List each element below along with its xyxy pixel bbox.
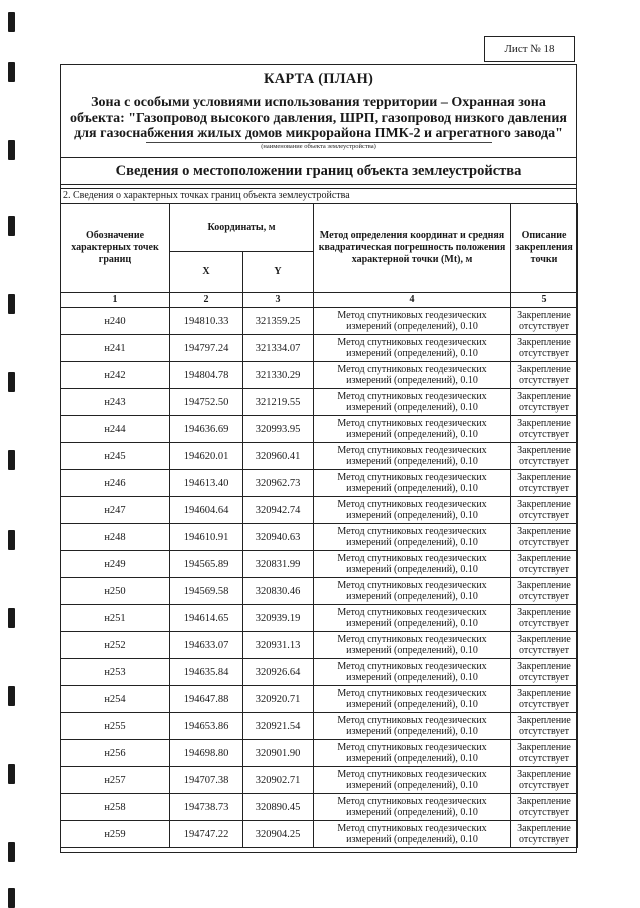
point-cell: н249 [61,551,170,578]
binding-mark [8,372,15,392]
method-cell: Метод спутниковых геодезических измерений (определений), 0.10 [314,740,511,767]
x-cell: 194614.65 [170,605,243,632]
binding-mark [8,294,15,314]
table-row [61,659,578,686]
header-designation: Обозначение характерных точек границ [61,204,170,293]
x-cell: 194635.84 [170,659,243,686]
table-row [61,308,578,335]
table-row [61,767,578,794]
y-cell: 320931.13 [243,632,314,659]
y-cell: 320830.46 [243,578,314,605]
method-cell: Метод спутниковых геодезических измерений (определений), 0.10 [314,443,511,470]
x-cell: 194747.22 [170,821,243,848]
binding-mark [8,686,15,706]
point-cell: н243 [61,389,170,416]
boundary-points-table [60,203,578,848]
fix-cell: Закрепление отсутствует [511,524,578,551]
table-body [61,308,578,848]
binding-mark [8,216,15,236]
y-cell: 320902.71 [243,767,314,794]
y-cell: 320904.25 [243,821,314,848]
y-cell: 320962.73 [243,470,314,497]
method-cell: Метод спутниковых геодезических измерений (определений), 0.10 [314,632,511,659]
binding-mark [8,62,15,82]
y-cell: 320993.95 [243,416,314,443]
point-cell: н257 [61,767,170,794]
fix-cell: Закрепление отсутствует [511,470,578,497]
y-cell: 320942.74 [243,497,314,524]
method-cell: Метод спутниковых геодезических измерений (определений), 0.10 [314,713,511,740]
x-cell: 194647.88 [170,686,243,713]
y-cell: 320940.63 [243,524,314,551]
header-x: X [170,252,243,293]
table-row [61,794,578,821]
method-cell: Метод спутниковых геодезических измерений (определений), 0.10 [314,659,511,686]
fix-cell: Закрепление отсутствует [511,308,578,335]
table-row [61,389,578,416]
binding-mark [8,12,15,32]
point-cell: н246 [61,470,170,497]
column-number: 3 [243,293,314,308]
table-row [61,335,578,362]
map-title: КАРТА (ПЛАН) [264,71,373,87]
fix-cell: Закрепление отсутствует [511,389,578,416]
point-cell: н248 [61,524,170,551]
y-cell: 321334.07 [243,335,314,362]
sheet-number: Лист № 18 [484,36,575,62]
title-block [60,64,577,157]
x-cell: 194752.50 [170,389,243,416]
point-cell: н250 [61,578,170,605]
binding-mark [8,888,15,908]
y-cell: 320960.41 [243,443,314,470]
x-cell: 194613.40 [170,470,243,497]
table-row [61,740,578,767]
fix-cell: Закрепление отсутствует [511,740,578,767]
object-name-caption: (наименование объекта землеустройства) [261,143,376,150]
method-cell: Метод спутниковых геодезических измерений (определений), 0.10 [314,524,511,551]
x-cell: 194810.33 [170,308,243,335]
point-cell: н247 [61,497,170,524]
binding-mark [8,530,15,550]
table-row [61,821,578,848]
table-row [61,578,578,605]
x-cell: 194636.69 [170,416,243,443]
fix-cell: Закрепление отсутствует [511,821,578,848]
column-numbers-row [61,293,578,308]
y-cell: 320901.90 [243,740,314,767]
method-cell: Метод спутниковых геодезических измерений (определений), 0.10 [314,308,511,335]
point-cell: н251 [61,605,170,632]
fix-cell: Закрепление отсутствует [511,362,578,389]
fix-cell: Закрепление отсутствует [511,794,578,821]
header-description: Описание закрепления точки [511,204,578,293]
method-cell: Метод спутниковых геодезических измерений (определений), 0.10 [314,821,511,848]
y-cell: 321219.55 [243,389,314,416]
y-cell: 320831.99 [243,551,314,578]
x-cell: 194698.80 [170,740,243,767]
fix-cell: Закрепление отсутствует [511,497,578,524]
fix-cell: Закрепление отсутствует [511,632,578,659]
table-row [61,713,578,740]
point-cell: н258 [61,794,170,821]
column-number: 5 [511,293,578,308]
fix-cell: Закрепление отсутствует [511,443,578,470]
point-cell: н255 [61,713,170,740]
table-row [61,470,578,497]
fix-cell: Закрепление отсутствует [511,686,578,713]
y-cell: 320890.45 [243,794,314,821]
binding-mark [8,842,15,862]
header-y: Y [243,252,314,293]
table-row [61,416,578,443]
fix-cell: Закрепление отсутствует [511,713,578,740]
x-cell: 194604.64 [170,497,243,524]
column-number: 4 [314,293,511,308]
table-row [61,443,578,470]
y-cell: 320926.64 [243,659,314,686]
y-cell: 320921.54 [243,713,314,740]
y-cell: 320939.19 [243,605,314,632]
fix-cell: Закрепление отсутствует [511,416,578,443]
method-cell: Метод спутниковых геодезических измерений (определений), 0.10 [314,686,511,713]
column-number: 2 [170,293,243,308]
y-cell: 321330.29 [243,362,314,389]
y-cell: 321359.25 [243,308,314,335]
table-row [61,632,578,659]
fix-cell: Закрепление отсутствует [511,767,578,794]
x-cell: 194738.73 [170,794,243,821]
point-cell: н259 [61,821,170,848]
x-cell: 194620.01 [170,443,243,470]
table-row [61,686,578,713]
fix-cell: Закрепление отсутствует [511,578,578,605]
method-cell: Метод спутниковых геодезических измерений (определений), 0.10 [314,497,511,524]
point-cell: н240 [61,308,170,335]
x-cell: 194610.91 [170,524,243,551]
point-cell: н245 [61,443,170,470]
x-cell: 194565.89 [170,551,243,578]
method-cell: Метод спутниковых геодезических измерений (определений), 0.10 [314,578,511,605]
method-cell: Метод спутниковых геодезических измерений (определений), 0.10 [314,362,511,389]
binding-mark [8,764,15,784]
zone-description: Зона с особыми условиями использования территории – Охранная зона объекта: "Газопровод высокого давления, ШРП, газопровод низкого давления для газоснабжения жилых домов микрорайона ПМК-2 и агрегатного завода" [69,95,568,142]
method-cell: Метод спутниковых геодезических измерений (определений), 0.10 [314,551,511,578]
fix-cell: Закрепление отсутствует [511,335,578,362]
table-row [61,551,578,578]
method-cell: Метод спутниковых геодезических измерений (определений), 0.10 [314,767,511,794]
x-cell: 194633.07 [170,632,243,659]
x-cell: 194804.78 [170,362,243,389]
x-cell: 194569.58 [170,578,243,605]
fix-cell: Закрепление отсутствует [511,605,578,632]
point-cell: н256 [61,740,170,767]
section-title: Сведения о местоположении границ объекта землеустройства [60,157,577,185]
subsection-title: 2. Сведения о характерных точках границ объекта землеустройства [60,188,577,203]
point-cell: н253 [61,659,170,686]
binding-mark [8,140,15,160]
point-cell: н242 [61,362,170,389]
point-cell: н244 [61,416,170,443]
point-cell: н252 [61,632,170,659]
x-cell: 194707.38 [170,767,243,794]
table-row [61,524,578,551]
x-cell: 194797.24 [170,335,243,362]
y-cell: 320920.71 [243,686,314,713]
point-cell: н241 [61,335,170,362]
column-number: 1 [61,293,170,308]
table-row [61,497,578,524]
binding-mark [8,608,15,628]
header-coordinates: Координаты, м [170,204,314,252]
method-cell: Метод спутниковых геодезических измерений (определений), 0.10 [314,605,511,632]
table-row [61,362,578,389]
x-cell: 194653.86 [170,713,243,740]
point-cell: н254 [61,686,170,713]
binding-mark [8,450,15,470]
binding-marks [6,0,20,905]
method-cell: Метод спутниковых геодезических измерений (определений), 0.10 [314,470,511,497]
fix-cell: Закрепление отсутствует [511,659,578,686]
table-row [61,605,578,632]
method-cell: Метод спутниковых геодезических измерений (определений), 0.10 [314,794,511,821]
method-cell: Метод спутниковых геодезических измерений (определений), 0.10 [314,335,511,362]
fix-cell: Закрепление отсутствует [511,551,578,578]
header-method: Метод определения координат и средняя квадратическая погрешность положения характерной точки (Mt), м [314,204,511,293]
method-cell: Метод спутниковых геодезических измерений (определений), 0.10 [314,416,511,443]
method-cell: Метод спутниковых геодезических измерений (определений), 0.10 [314,389,511,416]
